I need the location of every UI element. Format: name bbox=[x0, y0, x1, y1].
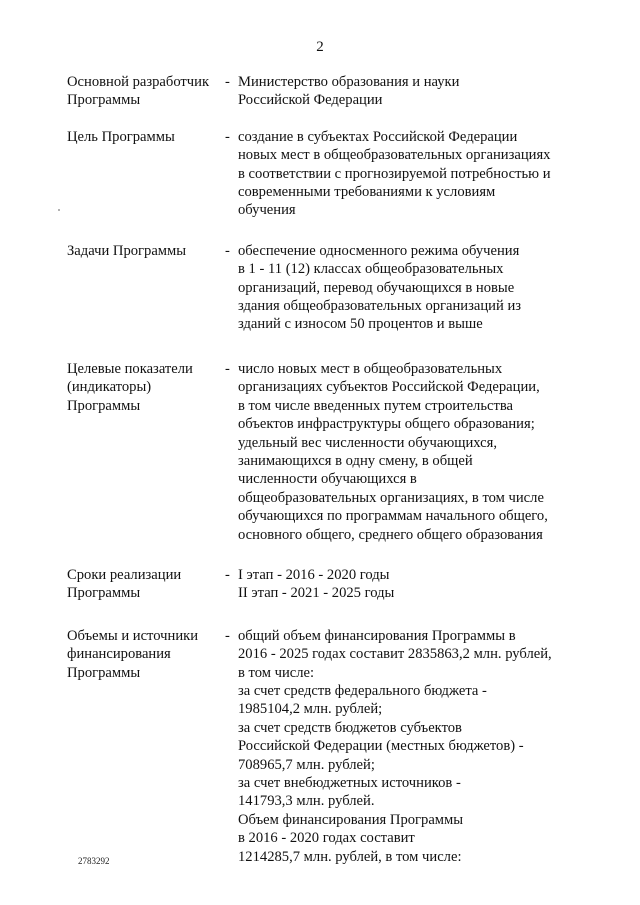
value-line: удельный вес численности обучающихся, bbox=[238, 434, 497, 451]
row-value bbox=[238, 128, 587, 220]
row-label bbox=[67, 627, 225, 866]
value-line: создание в субъектах Российской Федерации bbox=[238, 128, 518, 145]
row-dash: - bbox=[225, 360, 230, 377]
value-line: общий объем финансирования Программы в bbox=[238, 627, 516, 644]
label-line: финансирования bbox=[67, 646, 171, 663]
value-line: занимающихся в одну смену, в общей bbox=[238, 452, 473, 469]
value-line: организаций, перевод обучающихся в новые bbox=[238, 279, 515, 296]
value-line: объектов инфраструктуры общего образования; bbox=[238, 416, 535, 433]
value-line: Министерство образования и науки bbox=[238, 74, 460, 90]
value-line: 141793,3 млн. рублей. bbox=[238, 793, 375, 810]
row-label bbox=[67, 360, 225, 544]
value-line: общеобразовательных организациях, в том числе bbox=[238, 489, 544, 506]
row-program-tasks bbox=[67, 242, 587, 334]
row-label bbox=[67, 566, 225, 603]
row-label bbox=[67, 242, 225, 334]
row-funding bbox=[67, 627, 587, 866]
label-line: Цель Программы bbox=[67, 128, 175, 145]
value-line: современными требованиями к условиям bbox=[238, 184, 496, 201]
value-line: в соответствии с прогнозируемой потребностью и bbox=[238, 165, 551, 182]
value-line: за счет средств федерального бюджета - bbox=[238, 682, 487, 699]
value-line: 1214285,7 млн. рублей, в том числе: bbox=[238, 848, 462, 865]
row-implementation-period bbox=[67, 566, 587, 603]
value-line: основного общего, среднего общего образования bbox=[238, 526, 543, 543]
value-line: организациях субъектов Российской Федерации, bbox=[238, 379, 540, 396]
row-dash: - bbox=[225, 627, 230, 644]
row-value bbox=[238, 566, 587, 603]
label-line: Целевые показатели bbox=[67, 360, 193, 377]
value-line: за счет средств бюджетов субъектов bbox=[238, 719, 462, 736]
row-label bbox=[67, 128, 225, 220]
row-dash: - bbox=[225, 566, 230, 583]
label-line: Программы bbox=[67, 92, 141, 109]
value-line: II этап - 2021 - 2025 годы bbox=[238, 585, 395, 602]
row-dash: - bbox=[225, 128, 230, 145]
label-line: (индикаторы) bbox=[67, 379, 152, 396]
page-number: 2 bbox=[316, 39, 324, 55]
document-code: 2783292 bbox=[78, 856, 110, 866]
value-line: Российской Федерации (местных бюджетов) - bbox=[238, 738, 524, 755]
row-label bbox=[67, 73, 225, 110]
label-line: Сроки реализации bbox=[67, 566, 182, 583]
value-line: обеспечение односменного режима обучения bbox=[238, 242, 520, 259]
row-value bbox=[238, 627, 587, 866]
row-value bbox=[238, 73, 587, 110]
value-line: Объем финансирования Программы bbox=[238, 811, 464, 828]
label-line: Задачи Программы bbox=[67, 242, 187, 259]
value-line: в том числе: bbox=[238, 664, 315, 681]
value-line: в 2016 - 2020 годах составит bbox=[238, 830, 415, 847]
label-line: Программы bbox=[67, 664, 141, 681]
value-line: численности обучающихся в bbox=[238, 471, 417, 488]
value-line: 2016 - 2025 годах составит 2835863,2 млн. рублей, bbox=[238, 646, 552, 663]
value-line: обучения bbox=[238, 202, 296, 219]
value-line: Российской Федерации bbox=[238, 92, 383, 109]
program-passport-table bbox=[67, 73, 587, 866]
value-line: в том числе введенных путем строительства bbox=[238, 397, 514, 414]
value-line: зданий с износом 50 процентов и выше bbox=[238, 316, 483, 333]
value-line: число новых мест в общеобразовательных bbox=[238, 360, 503, 377]
value-line: здания общеобразовательных организаций из bbox=[238, 298, 522, 315]
value-line: обучающихся по программам начального общего, bbox=[238, 508, 548, 525]
row-value bbox=[238, 242, 587, 334]
value-line: I этап - 2016 - 2020 годы bbox=[238, 566, 390, 583]
value-line: 708965,7 млн. рублей; bbox=[238, 756, 375, 773]
value-line: в 1 - 11 (12) классах общеобразовательных bbox=[238, 261, 504, 278]
value-line: новых мест в общеобразовательных организациях bbox=[238, 147, 551, 164]
row-value bbox=[238, 360, 587, 544]
row-target-indicators bbox=[67, 360, 587, 544]
row-main-developer bbox=[67, 73, 587, 110]
label-line: Объемы и источники bbox=[67, 627, 199, 644]
value-line: за счет внебюджетных источников - bbox=[238, 775, 461, 791]
row-dash: - bbox=[225, 74, 230, 90]
label-line: Программы bbox=[67, 397, 141, 414]
label-line: Программы bbox=[67, 585, 141, 602]
row-dash: - bbox=[225, 242, 230, 259]
row-program-goal bbox=[67, 128, 587, 220]
stray-mark bbox=[58, 209, 60, 211]
value-line: 1985104,2 млн. рублей; bbox=[238, 701, 383, 718]
label-line: Основной разработчик bbox=[67, 74, 210, 90]
